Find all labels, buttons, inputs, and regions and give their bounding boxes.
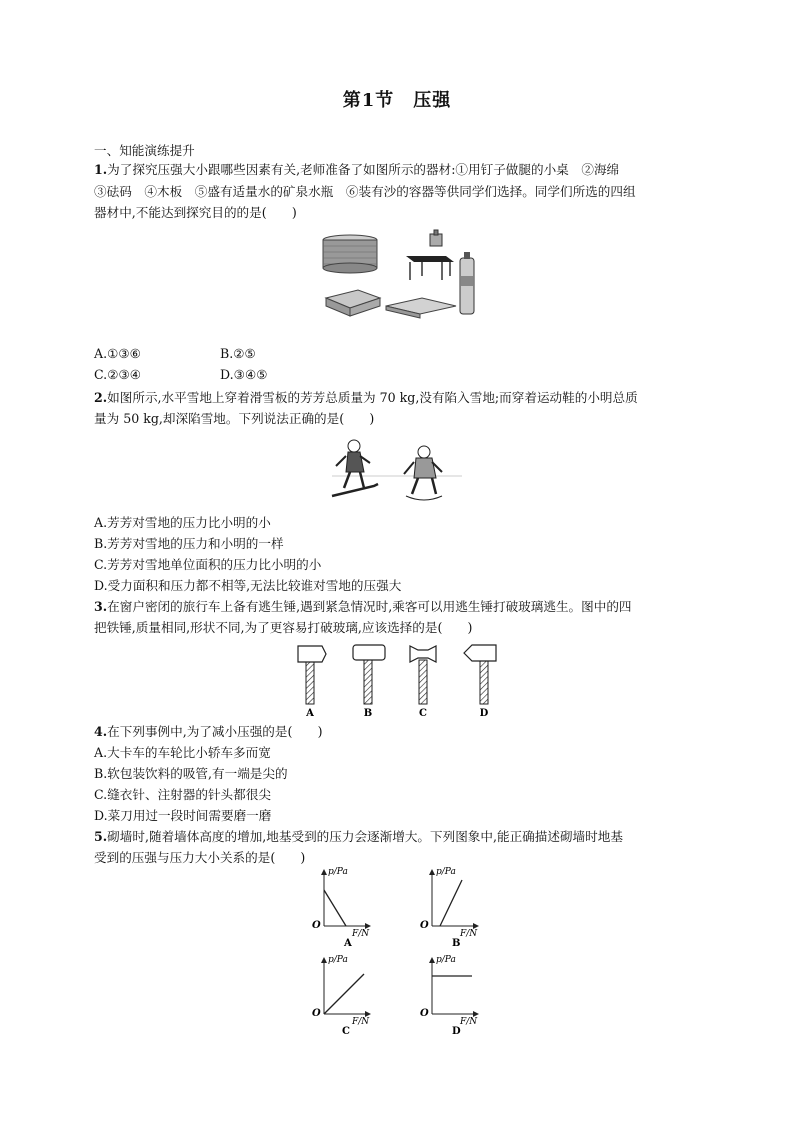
q1-option-a: A.①③⑥ — [94, 346, 141, 361]
page-title: 第1节 压强 — [342, 90, 452, 111]
q3-text-1: 在窗户密闭的旅行车上备有逃生锤,遇到紧急情况时,乘客可以用逃生锤打破玻璃逃生。图中的四 — [107, 599, 632, 614]
hammer-a-label: A — [306, 708, 314, 719]
hammer-b-handle — [364, 660, 372, 704]
graph-a — [324, 870, 370, 926]
graph-c-label: C — [342, 1026, 350, 1037]
graph-d-label: D — [452, 1026, 461, 1037]
graph-b — [432, 870, 478, 926]
graph-b-origin: O — [420, 920, 429, 931]
q5-graphs-figure — [306, 860, 496, 1040]
q4-option-d: D.菜刀用过一段时间需要磨一磨 — [94, 808, 272, 823]
q4-text-1: 在下列事例中,为了减小压强的是( ) — [107, 724, 323, 739]
q2-number: 2. — [94, 390, 108, 405]
hammer-b-head — [353, 645, 385, 660]
q5-line1 — [94, 827, 706, 847]
graph-d — [432, 958, 478, 1014]
q3-line2: 把铁锤,质量相同,形状不同,为了更容易打破玻璃,应该选择的是( ) — [94, 620, 473, 635]
q2-option-b: B.芳芳对雪地的压力和小明的一样 — [94, 536, 284, 551]
q5-line2: 受到的压强与压力大小关系的是( ) — [94, 850, 306, 865]
q1-option-d: D.③④⑤ — [220, 367, 268, 382]
graph-d-origin: O — [420, 1008, 429, 1019]
hammer-b-label: B — [363, 708, 373, 719]
hammer-a-head — [298, 646, 326, 662]
graph-c-x-label: F/N — [352, 1017, 370, 1027]
graph-b-x-label: F/N — [460, 929, 478, 939]
q3-line1 — [94, 597, 706, 617]
hammer-d-handle — [480, 661, 488, 704]
graph-a-origin: O — [312, 920, 321, 931]
q5-number: 5. — [94, 829, 108, 844]
q1-line3: 器材中,不能达到探究目的的是( ) — [94, 205, 297, 220]
graph-c — [324, 958, 370, 1014]
hammer-c-handle — [419, 660, 427, 704]
hammer-d-label: D — [479, 708, 489, 719]
q4-option-a: A.大卡车的车轮比小轿车多而宽 — [94, 745, 271, 760]
q4-option-c: C.缝衣针、注射器的针头都很尖 — [94, 787, 271, 802]
graph-d-y-label: p/Pa — [436, 955, 456, 965]
q1-text-1: 为了探究压强大小跟哪些因素有关,老师准备了如图所示的器材:①用钉子做腿的小桌 ②海绵 — [107, 162, 620, 177]
hammer-a-handle — [306, 662, 314, 704]
graph-c-origin: O — [312, 1008, 321, 1019]
q3-number: 3. — [94, 599, 108, 614]
graph-b-label: B — [452, 938, 461, 949]
q2-option-c: C.芳芳对雪地单位面积的压力比小明的小 — [94, 557, 322, 572]
q4-option-b: B.软包装饮料的吸管,有一端是尖的 — [94, 766, 288, 781]
q2-skiing-illustration — [330, 436, 464, 508]
graph-b-y-label: p/Pa — [436, 867, 456, 877]
q3-hammers-figure — [292, 640, 510, 722]
q2-line1 — [94, 388, 706, 408]
q5-text-1: 砌墙时,随着墙体高度的增加,地基受到的压力会逐渐增大。下列图象中,能正确描述砌墙时地基 — [107, 829, 623, 844]
q2-line2: 量为 50 kg,却深陷雪地。下列说法正确的是( ) — [94, 411, 375, 426]
q4-line1 — [94, 722, 706, 742]
q2-text-1: 如图所示,水平雪地上穿着滑雪板的芳芳总质量为 70 kg,没有陷入雪地;而穿着运动鞋的小明总质 — [107, 390, 638, 405]
graph-a-label: A — [344, 938, 352, 949]
hammer-c-label: C — [419, 708, 427, 719]
graph-a-y-label: p/Pa — [328, 867, 348, 877]
q1-number: 1. — [94, 162, 108, 177]
q4-number: 4. — [94, 724, 108, 739]
graph-c-y-label: p/Pa — [328, 955, 348, 965]
q2-option-a: A.芳芳对雪地的压力比小明的小 — [94, 515, 271, 530]
q1-option-c: C.②③④ — [94, 367, 142, 382]
q1-line2: ③砝码 ④木板 ⑤盛有适量水的矿泉水瓶 ⑥装有沙的容器等供同学们选择。同学们所选的四组 — [94, 184, 636, 199]
hammer-d-head — [464, 645, 496, 661]
q2-option-d: D.受力面积和压力都不相等,无法比较谁对雪地的压强大 — [94, 578, 402, 593]
q1-option-b: B.②⑤ — [220, 346, 256, 361]
section-heading: 一、知能演练提升 — [94, 143, 195, 158]
q1-line1 — [94, 160, 706, 180]
graph-a-x-label: F/N — [352, 929, 370, 939]
graph-d-x-label: F/N — [460, 1017, 478, 1027]
q1-apparatus-image — [318, 228, 480, 320]
